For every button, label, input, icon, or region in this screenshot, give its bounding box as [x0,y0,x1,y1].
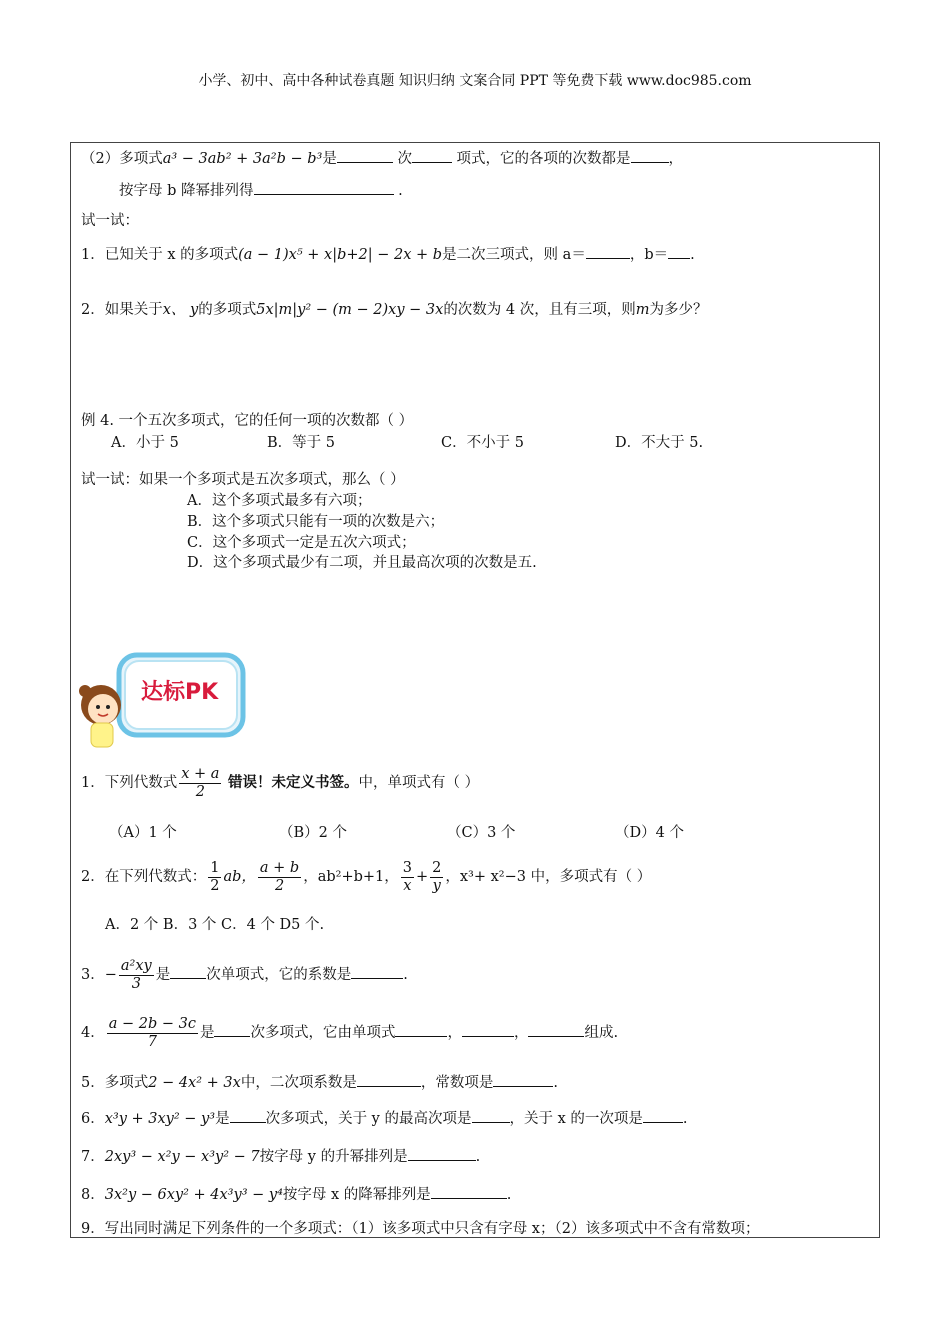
t1-text-b: 是二次三项式，则 a＝ [442,247,586,263]
p2-fraction-2 [258,860,301,895]
t1-blank-a[interactable] [586,244,630,259]
q2-blank-each-degree[interactable] [631,148,669,163]
p2-f1-tail: ab， [223,869,256,885]
p8-prefix: 8． [81,1187,105,1203]
ex4-option-a[interactable]: A．小于 5 [111,435,179,451]
p1-option-b[interactable]: （B）2 个 [279,825,347,841]
p1-frac-num: x + a [181,765,220,782]
p4-text-c: 组成. [584,1025,619,1041]
pk-question-7 [81,1146,480,1167]
p6-text-b: 次多项式，关于 y 的最高次项是 [265,1111,472,1127]
try2-stem: 试一试：如果一个多项式是五次多项式，那么（ ） [81,472,405,488]
p6-expr: x³y + 3xy² − y³ [104,1111,216,1127]
try2-option-a[interactable]: A．这个多项式最多有六项； [187,493,372,509]
p2-f3-den: x [403,877,412,894]
try2-option-d[interactable]: D．这个多项式最少有二项，并且最高次项的次数是五. [187,555,537,571]
p5-text-b: ，常数项是 [420,1075,494,1091]
pk-question-8 [81,1184,511,1205]
t1-blank-b[interactable] [668,244,690,259]
try-question-1 [81,244,695,265]
p3-frac-den: 3 [131,975,141,992]
q2-period: . [398,183,403,199]
p5-text-c: . [553,1075,558,1091]
p1-suffix: 中，单项式有（ ） [358,775,480,791]
pk-question-2 [81,857,651,897]
q2-blank-descending[interactable] [254,180,394,195]
p2-fraction-1 [208,860,221,895]
p5-expr: 2 − 4x² + 3x [148,1075,241,1091]
p4-text-a: 是 [199,1025,215,1041]
p5-blank-constant[interactable] [493,1072,553,1087]
t1-text-d: . [690,247,695,263]
p6-blank-y-highest[interactable] [472,1108,510,1123]
try-question-2 [81,300,708,320]
q2-term-word: 项式，它的各项的次数都是 [456,151,631,167]
q2-expr: a³ − 3ab² + 3a²b − b³ [162,151,323,167]
pk-question-6 [81,1108,688,1129]
p8-text-a: 按字母 x 的降幂排列是 [282,1187,431,1203]
ex4-option-c[interactable]: C．不小于 5 [441,435,524,451]
p2-f2-tail: ，ab²+b+1， [303,869,399,885]
worksheet-box [70,142,880,1238]
pk-question-9: 9．写出同时满足下列条件的一个多项式：（1）该多项式中只含有字母 x；（2）该多项式中不含有常数项； [81,1221,760,1237]
t1-text-c: ，b＝ [629,247,669,263]
p1-option-c[interactable]: （C）3 个 [447,825,516,841]
p4-text-b: 次多项式，它由单项式 [250,1025,396,1041]
p7-blank-ascending[interactable] [408,1146,476,1161]
p3-text-a: 是 [155,967,171,983]
p2-f4-num: 2 [432,859,442,876]
p2-f2-den: 2 [274,877,285,894]
p3-blank-degree[interactable] [170,964,206,979]
t2-var-m: m [635,302,650,318]
pk-question-5 [81,1072,558,1093]
dabiao-pk-badge [79,643,249,755]
p2-fraction-4 [430,860,443,895]
p4-sep-1: ， [447,1025,462,1041]
p3-text-c: . [403,967,408,983]
q2-line2 [119,180,403,201]
q2-prefix: （2）多项式 [81,151,163,167]
p7-expr: 2xy³ − x²y − x³y² − 7 [104,1149,260,1165]
p1-option-d[interactable]: （D）4 个 [615,825,684,841]
p4-blank-term-1[interactable] [395,1022,447,1037]
p3-text-b: 次单项式，它的系数是 [206,967,352,983]
p5-text-a: 中，二次项系数是 [240,1075,357,1091]
p3-frac-num: a²xy [120,957,152,974]
ex4-option-d[interactable]: D．不大于 5. [615,435,704,451]
p4-blank-degree[interactable] [214,1022,250,1037]
q2-comma: ， [668,151,684,167]
t1-expr: (a − 1)x⁵ + x|b+2| − 2x + b [238,247,443,263]
p5-prefix: 5．多项式 [81,1075,149,1091]
p2-prefix: 2．在下列代数式： [81,869,207,885]
p8-blank-descending[interactable] [431,1184,507,1199]
p1-frac-den: 2 [195,783,205,800]
p2-f1-den: 2 [210,877,220,894]
t2-text-d: 为多少？ [649,302,708,318]
try2-option-c[interactable]: C．这个多项式一定是五次六项式； [187,535,416,551]
t2-text-b: 的多项式 [198,302,257,318]
p8-expr: 3x²y − 6xy² + 4x³y³ − y⁴ [104,1187,283,1203]
p6-text-c: ，关于 x 的一次项是 [509,1111,643,1127]
p6-blank-degree[interactable] [230,1108,266,1123]
p1-prefix: 1．下列代数式 [81,775,178,791]
p2-plus: + [415,869,429,885]
p3-prefix: 3． [81,967,105,983]
q2-is: 是 [322,151,337,167]
p4-frac-den: 7 [147,1033,157,1050]
p5-blank-quadratic-coefficient[interactable] [357,1072,421,1087]
p2-f4-den: y [432,877,441,894]
pk-question-1 [81,763,479,803]
q2-line1 [81,148,683,169]
p3-blank-coefficient[interactable] [351,964,403,979]
t1-text-a: 1．已知关于 x 的多项式 [81,247,239,263]
p2-f3-num: 3 [402,859,412,876]
p2-f2-num: a + b [259,859,300,876]
tryit1-heading: 试一试： [81,213,139,229]
ex4-stem: 例 4. 一个五次多项式，它的任何一项的次数都（ ） [81,413,414,429]
p6-text-a: 是 [215,1111,230,1127]
p4-blank-term-3[interactable] [528,1022,584,1037]
p7-prefix: 7． [81,1149,105,1165]
q2-blank-terms[interactable] [412,148,452,163]
p3-minus: − [104,967,117,983]
pk-question-3 [81,953,408,997]
p7-text-b: . [475,1149,481,1165]
pk-question-4 [81,1011,618,1055]
q2-line2-text: 按字母 b 降幂排列得 [119,183,254,199]
try2-option-b[interactable]: B．这个多项式只能有一项的次数是六； [187,514,445,530]
p6-text-d: . [682,1111,688,1127]
page-header: 小学、初中、高中各种试卷真题 知识归纳 文案合同 PPT 等免费下载 www.doc985.com [198,73,752,89]
p6-blank-x-linear[interactable] [643,1108,683,1123]
q2-blank-degree[interactable] [337,148,393,163]
p1-fraction [179,766,221,801]
p7-text-a: 按字母 y 的升幂排列是 [259,1149,408,1165]
t2-vars: x、 y [162,302,199,318]
t2-expr: 5x|m|y² − (m − 2)xy − 3x [256,302,444,318]
p1-error-text: 错误！未定义书签。 [228,774,359,791]
p4-sep-2: ， [513,1025,529,1041]
p4-fraction [107,1016,198,1051]
ex4-option-b[interactable]: B．等于 5 [267,435,335,451]
p4-blank-term-2[interactable] [462,1022,514,1037]
t2-text-c: 的次数为 4 次，且有三项，则 [443,302,636,318]
p2-f1-num: 1 [210,859,220,876]
q2-degree-word: 次 [397,151,412,167]
p1-option-a[interactable]: （A）1 个 [109,825,177,841]
p2-fraction-3 [401,860,414,895]
p4-frac-num: a − 2b − 3c [108,1015,196,1032]
p6-prefix: 6． [81,1111,105,1127]
p2-suffix: ，x³+ x²−3 中，多项式有（ ） [445,869,652,885]
p8-text-b: . [506,1187,512,1203]
p2-options[interactable]: A．2 个 B．3 个 C．4 个 D5 个. [105,917,325,933]
p3-fraction [119,958,154,993]
badge-text: 达标PK [141,680,219,705]
p4-prefix: 4． [81,1025,105,1041]
t2-text-a: 2．如果关于 [81,302,163,318]
